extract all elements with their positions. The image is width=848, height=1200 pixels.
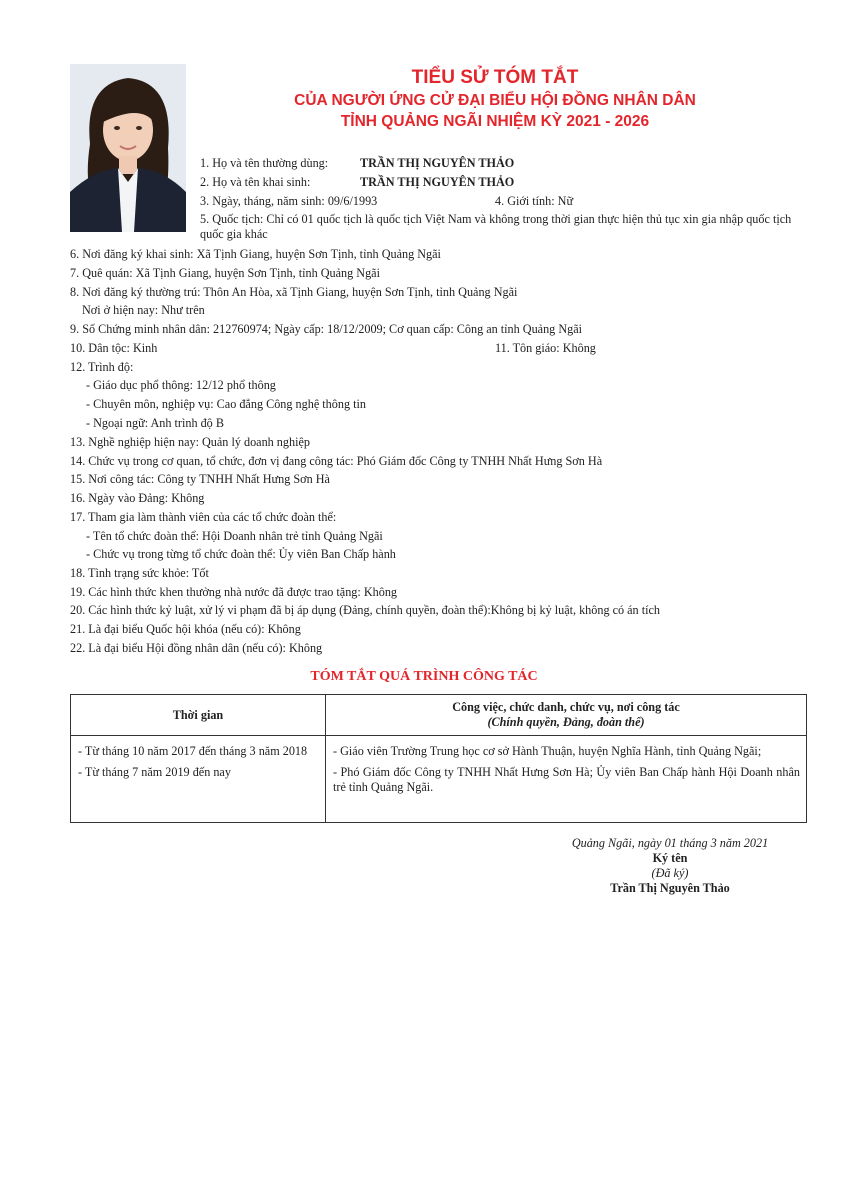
item-8-current-residence: Nơi ở hiện nay: Như trên [82, 303, 205, 317]
table-row [71, 736, 807, 823]
time-cell [71, 736, 326, 823]
item-17-organizations: 17. Tham gia làm thành viên của các tổ chức đoàn thể: [70, 510, 337, 524]
item-9-id-card: 9. Số Chứng minh nhân dân: 212760974; Ngày cấp: 18/12/2009; Cơ quan cấp: Công an tỉnh Quảng Ngãi [70, 322, 583, 336]
signature-signed-note: (Đã ký) [651, 866, 689, 880]
portrait-photo [70, 64, 186, 232]
item-22-peoples-council: 22. Là đại biểu Hội đồng nhân dân (nếu có): Không [70, 641, 323, 655]
job-2: - Phó Giám đốc Công ty TNHH Nhất Hưng Sơn Hà; Ủy viên Ban Chấp hành Hội Doanh nhân trẻ tỉnh Quảng Ngãi. [333, 765, 800, 794]
signature-place-date: Quảng Ngãi, ngày 01 tháng 3 năm 2021 [571, 836, 769, 850]
item-8-permanent-residence: 8. Nơi đăng ký thường trú: Thôn An Hòa, xã Tịnh Giang, huyện Sơn Tịnh, tỉnh Quảng Ngãi [70, 285, 518, 299]
column-header-work-line1: Công việc, chức danh, chức vụ, nơi công tác [452, 700, 680, 714]
item-1-label: 1. Họ và tên thường dùng: [200, 156, 329, 170]
column-header-work-line2: (Chính quyền, Đảng, đoàn thể) [487, 715, 645, 729]
item-3-birthdate: 3. Ngày, tháng, năm sinh: 09/6/1993 [200, 194, 378, 208]
item-21-national-assembly: 21. Là đại biểu Quốc hội khóa (nếu có): Không [70, 622, 301, 636]
item-15-workplace: 15. Nơi công tác: Công ty TNHH Nhất Hưng Sơn Hà [70, 472, 330, 486]
item-20-discipline: 20. Các hình thức kỷ luật, xử lý vi phạm đã bị áp dụng (Đảng, chính quyền, đoàn thể):Không bị kỷ luật, không có án tích [70, 603, 660, 617]
document-subtitle-2: TỈNH QUẢNG NGÃI NHIỆM KỲ 2021 - 2026 [340, 113, 650, 130]
item-4-gender: 4. Giới tính: Nữ [495, 194, 574, 208]
item-10-ethnicity: 10. Dân tộc: Kinh [70, 341, 158, 355]
item-2-label: 2. Họ và tên khai sinh: [200, 175, 311, 189]
job-cell [326, 736, 807, 823]
item-12-specialization: - Chuyên môn, nghiệp vụ: Cao đẳng Công nghệ thông tin [86, 397, 366, 411]
column-header-work [326, 695, 807, 736]
work-history-table [70, 694, 807, 823]
item-17-organization-role: - Chức vụ trong từng tổ chức đoàn thể: Ủy viên Ban Chấp hành [86, 547, 396, 561]
item-2-value: TRẦN THỊ NGUYÊN THẢO [360, 175, 515, 189]
item-18-health: 18. Tình trạng sức khỏe: Tốt [70, 566, 209, 580]
item-13-occupation: 13. Nghề nghiệp hiện nay: Quản lý doanh nghiệp [70, 435, 310, 449]
signature-name: Trần Thị Nguyên Thảo [610, 881, 730, 895]
document-header [200, 66, 790, 132]
item-12-foreign-language: - Ngoại ngữ: Anh trình độ B [86, 416, 224, 430]
time-period-2: - Từ tháng 7 năm 2019 đến nay [78, 765, 231, 779]
item-7-hometown: 7. Quê quán: Xã Tịnh Giang, huyện Sơn Tịnh, tỉnh Quảng Ngãi [70, 266, 380, 280]
item-17-organization-name: - Tên tổ chức đoàn thể: Hội Doanh nhân trẻ tỉnh Quảng Ngãi [86, 529, 383, 543]
item-12-education: 12. Trình độ: [70, 360, 134, 374]
table-header-row [71, 695, 807, 736]
item-6-birth-registration: 6. Nơi đăng ký khai sinh: Xã Tịnh Giang, huyện Sơn Tịnh, tỉnh Quảng Ngãi [70, 247, 441, 261]
time-period-1: - Từ tháng 10 năm 2017 đến tháng 3 năm 2018 [78, 744, 308, 758]
item-5-nationality: 5. Quốc tịch: Chỉ có 01 quốc tịch là quốc tịch Việt Nam và không trong thời gian thực hiện thủ tục xin gia nhập quốc tịch quốc gia khác [200, 212, 792, 241]
work-history-title: TÓM TẮT QUÁ TRÌNH CÔNG TÁC [310, 669, 538, 684]
signature-label: Ký tên [652, 851, 688, 865]
item-14-position: 14. Chức vụ trong cơ quan, tổ chức, đơn vị đang công tác: Phó Giám đốc Công ty TNHH Nhất Hưng Sơn Hà [70, 454, 603, 468]
item-1-value: TRẦN THỊ NGUYÊN THẢO [360, 156, 515, 170]
item-11-religion: 11. Tôn giáo: Không [495, 341, 596, 355]
item-12-general-education: - Giáo dục phổ thông: 12/12 phổ thông [86, 378, 276, 392]
job-1: - Giáo viên Trường Trung học cơ sở Hành Thuận, huyện Nghĩa Hành, tỉnh Quảng Ngãi; [333, 744, 762, 758]
item-16-party-date: 16. Ngày vào Đảng: Không [70, 491, 205, 505]
portrait-illustration [70, 64, 186, 232]
document-subtitle-1: CỦA NGƯỜI ỨNG CỬ ĐẠI BIỂU HỘI ĐỒNG NHÂN DÂN [294, 92, 696, 109]
document-title: TIỂU SỬ TÓM TẮT [411, 67, 579, 88]
item-19-awards: 19. Các hình thức khen thưởng nhà nước đã được trao tặng: Không [70, 585, 398, 599]
column-header-time: Thời gian [71, 695, 326, 736]
